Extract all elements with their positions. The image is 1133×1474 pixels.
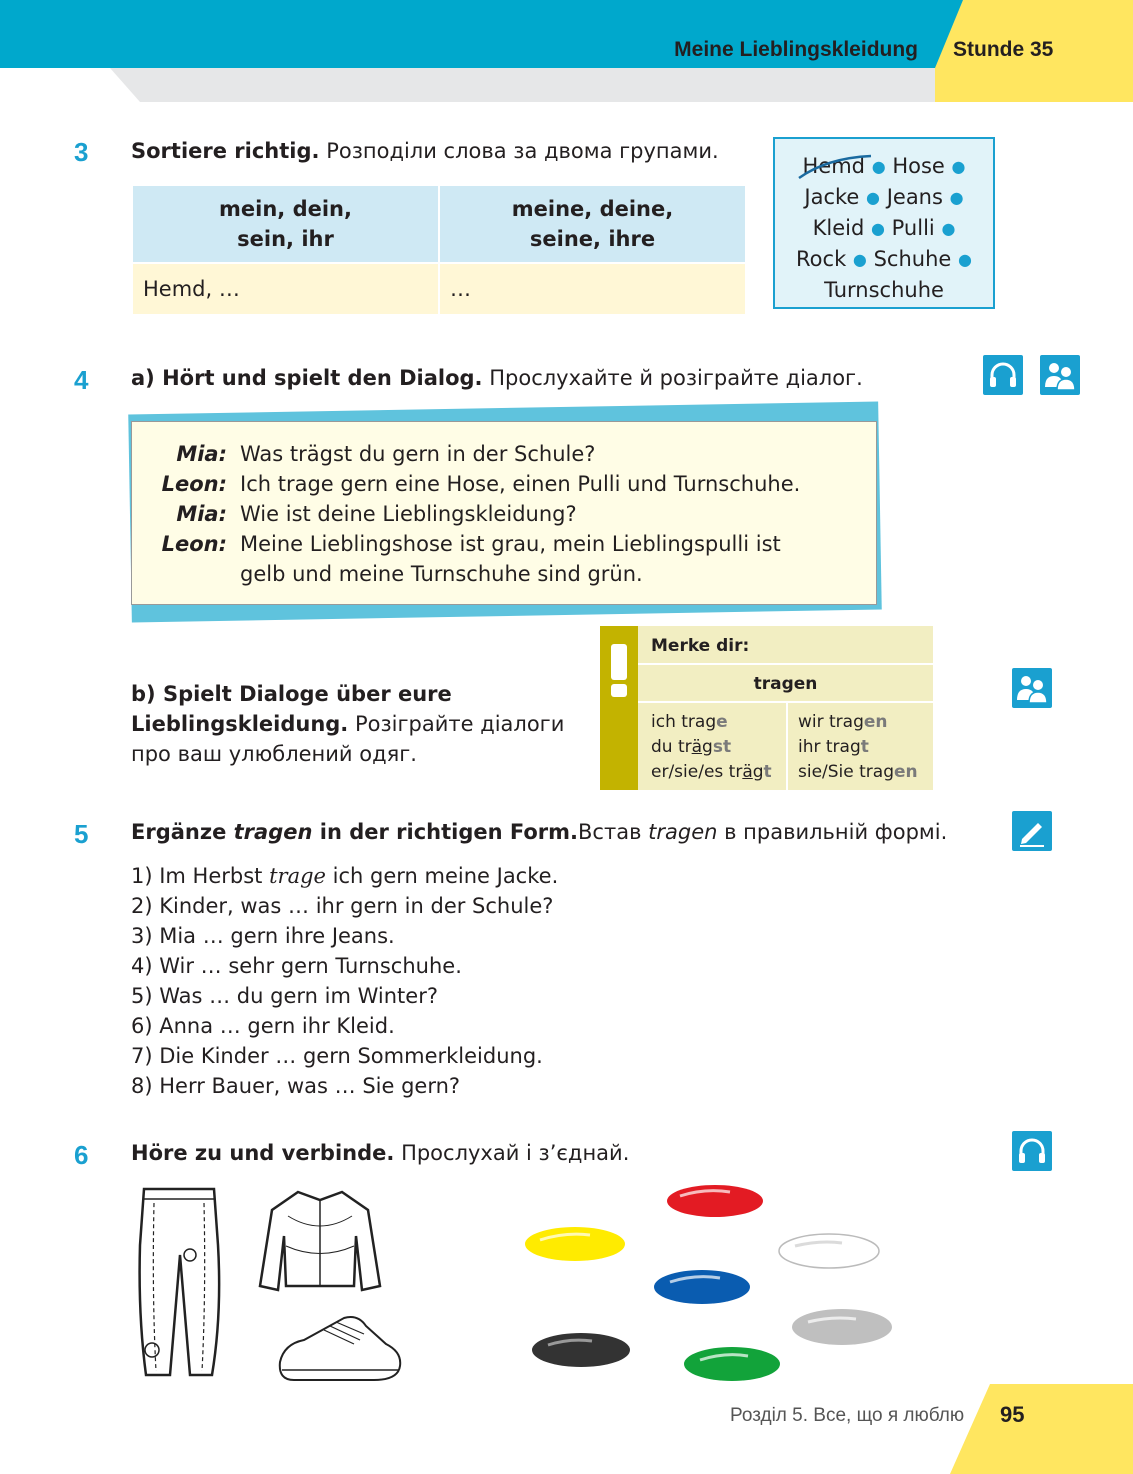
ex3-cell-masc: Hemd, …	[132, 263, 439, 315]
ex3-header-fem: meine, deine, seine, ihre	[439, 185, 746, 263]
ex4a-instruction-uk: Прослухайте й розіграйте діалог.	[489, 366, 863, 390]
ex3-instruction-uk: Розподіли слова за двома групами.	[326, 139, 719, 163]
word-row: Jacke ● Jeans ●	[804, 185, 964, 209]
merke-divider	[638, 663, 933, 665]
list-item: 4) Wir … sehr gern Turnschuhe.	[131, 954, 462, 978]
word-row: Rock ● Schuhe ●	[796, 247, 972, 271]
pencil-icon[interactable]	[1012, 811, 1052, 851]
list-item: 7) Die Kinder … gern Sommerkleidung.	[131, 1044, 543, 1068]
gray-blob	[792, 1309, 892, 1345]
ex4b-instruction: b) Spielt Dialoge über eure Lieblingskleidung. Розіграйте діалоги про ваш улюблений одяг.	[131, 682, 565, 766]
white-blob	[779, 1234, 879, 1268]
ex3-word-box	[773, 137, 995, 309]
ex6-instruction: Höre zu und verbinde. Прослухай і з’єднай.	[131, 1141, 630, 1165]
ex3-instruction-de: Sortiere richtig.	[131, 139, 320, 163]
page-number: 95	[1000, 1402, 1025, 1427]
list-item: 1) Im Herbst trage ich gern meine Jacke.	[131, 864, 559, 888]
headphones-icon[interactable]	[1012, 1131, 1052, 1171]
color-blobs	[520, 1180, 900, 1385]
merke-divider	[786, 703, 788, 790]
dialog-line-continued: gelb und meine Turnschuhe sind grün.	[240, 562, 643, 586]
merke-bar	[600, 626, 638, 790]
ex5-list	[131, 861, 558, 1101]
ex3-header-masc: mein, dein, sein, ihr	[132, 185, 439, 263]
jacket-drawing	[258, 1186, 384, 1294]
footer-page-tab	[950, 1384, 1133, 1474]
ex3-table-wrap	[131, 184, 747, 316]
list-item: 8) Herr Bauer, was … Sie gern?	[131, 1074, 461, 1098]
trousers-drawing	[130, 1185, 230, 1380]
dialog-box: Mia: Was trägst du gern in der Schule? Leon: Ich trage gern eine Hose, einen Pulli und Turnschuhe. Mia: Wie ist deine Lieblingskleidung? Leon: Meine Lieblingshose ist grau, mein Lieblingspulli ist gelb und meine Turnschuhe sind grün.	[131, 421, 877, 605]
task-number-6: 6	[74, 1140, 89, 1170]
page-title: Meine Lieblingskleidung	[674, 38, 918, 61]
speaker: Mia:	[176, 502, 227, 526]
task-number-5: 5	[74, 819, 89, 849]
word-row: Turnschuhe	[824, 278, 944, 302]
ex4a-instruction-de: a) Hört und spielt den Dialog.	[131, 366, 483, 390]
yellow-blob	[525, 1227, 625, 1261]
pair-work-icon[interactable]	[1012, 668, 1052, 708]
header-shadow	[0, 68, 940, 102]
pair-work-icon[interactable]	[1040, 355, 1080, 395]
headphones-icon[interactable]	[983, 355, 1023, 395]
green-blob	[684, 1347, 780, 1381]
conj-du: du trägst	[651, 737, 732, 757]
lesson-number: Stunde 35	[953, 38, 1054, 61]
speaker: Leon:	[161, 472, 227, 496]
word-row: Hemd ● Hose ●	[775, 151, 993, 182]
speaker: Leon:	[161, 532, 227, 556]
footer-chapter: Розділ 5. Все, що я люблю	[730, 1405, 965, 1426]
ex4a-instruction	[131, 366, 863, 390]
merke-title: Merke dir:	[651, 636, 750, 656]
speaker: Mia:	[176, 442, 227, 466]
conj-ihr: ihr tragt	[798, 737, 869, 757]
ex3-table	[131, 184, 747, 316]
sneakers-drawing	[274, 1304, 406, 1386]
conj-sie: sie/Sie tragen	[798, 762, 918, 782]
conj-wir: wir tragen	[798, 712, 888, 732]
strike-mark	[797, 152, 877, 180]
black-blob	[532, 1333, 630, 1367]
list-item: 3) Mia … gern ihre Jeans.	[131, 924, 395, 948]
task-number-3: 3	[74, 137, 89, 167]
conj-ich: ich trage	[651, 712, 728, 732]
list-item: 5) Was … du gern im Winter?	[131, 984, 438, 1008]
exclamation-icon	[600, 626, 638, 706]
ex3-instruction	[131, 139, 719, 163]
word-row: Kleid ● Pulli ●	[812, 216, 956, 240]
task-number-4: 4	[74, 365, 89, 395]
blue-blob	[654, 1270, 750, 1304]
list-item: 6) Anna … gern ihr Kleid.	[131, 1014, 395, 1038]
merke-verb: tragen	[753, 674, 818, 694]
conj-er: er/sie/es trägt	[651, 762, 772, 782]
word-crossed: Hemd	[803, 154, 866, 178]
ex5-instruction: Ergänze tragen in der richtigen Form.Встав tragen в правильній формі.	[131, 820, 948, 844]
list-item: 2) Kinder, was … ihr gern in der Schule?	[131, 894, 554, 918]
ex3-cell-fem: …	[439, 263, 746, 315]
